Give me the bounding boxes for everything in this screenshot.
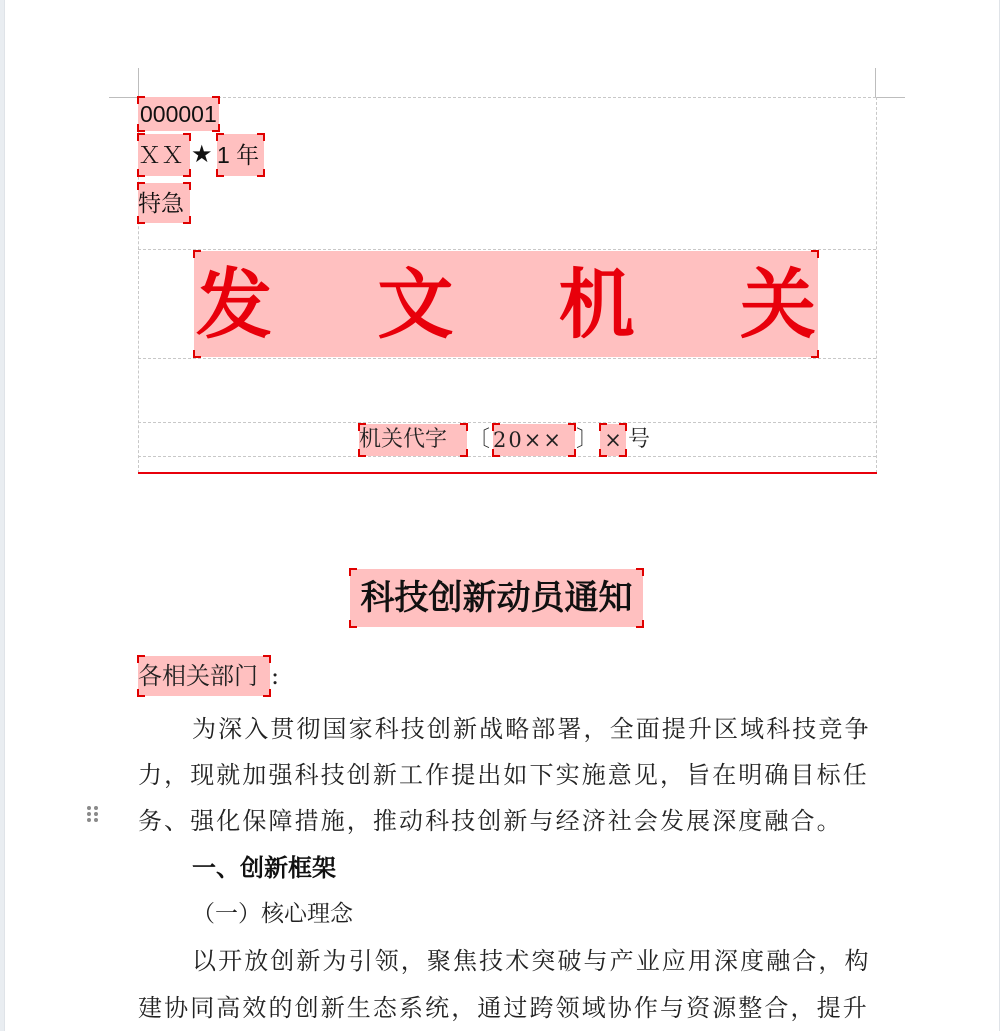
secrecy-level-text: ＸＸ (138, 142, 184, 168)
document-title: 科技创新动员通知 (360, 578, 633, 618)
issuer-char-4: 关 (739, 260, 816, 349)
doc-number-suffix: 号 (628, 427, 651, 452)
drag-handle-icon[interactable] (87, 806, 99, 826)
paragraph-1-line-1: 为深入贯彻国家科技创新战略部署，全面提升区域科技竞争 (192, 715, 871, 743)
margin-guide-right (876, 97, 877, 473)
doc-number-close-bracket: 〕 (576, 427, 599, 452)
table-grid-line (138, 358, 876, 359)
document-title-field[interactable] (350, 569, 643, 627)
margin-corner-top-right (875, 97, 905, 98)
issuer-char-1: 发 (196, 260, 272, 349)
margin-corner-left (138, 68, 139, 98)
recipient-text: 各相关部门 (138, 662, 258, 690)
secrecy-period-field[interactable] (217, 134, 264, 176)
document-page (4, 0, 1000, 1031)
margin-corner-top-left (109, 97, 139, 98)
urgency-text: 特急 (138, 190, 184, 216)
recipient-field[interactable] (138, 656, 270, 696)
doc-number-open-bracket: 〔 (468, 427, 491, 452)
doc-year-field[interactable] (493, 424, 575, 456)
table-grid-line (138, 456, 876, 457)
recipient-colon: : (271, 662, 280, 690)
copy-number-field[interactable] (138, 97, 219, 131)
urgency-field[interactable] (138, 183, 190, 223)
paragraph-1-line-3: 务、强化保障措施，推动科技创新与经济社会发展深度融合。 (138, 807, 843, 835)
issuer-char-2: 文 (377, 260, 454, 349)
paragraph-2-line-2: 建协同高效的创新生态系统，通过跨领域协作与资源整合，提升 (138, 994, 869, 1022)
copy-number-text: 000001 (140, 101, 217, 127)
secrecy-star: ★ (191, 141, 213, 168)
paragraph-2-line-1: 以开放创新为引领，聚焦技术突破与产业应用深度融合，构 (192, 947, 871, 975)
table-grid-line (138, 422, 876, 423)
subsection-heading-1: （一）核心理念 (192, 901, 353, 927)
agency-code-text: 机关代字 (359, 427, 448, 452)
agency-code-field[interactable] (359, 424, 467, 456)
secrecy-period-text: 1 年 (217, 142, 260, 168)
doc-year-text: 20×× (493, 428, 563, 452)
issuer-char-3: 机 (558, 260, 635, 349)
paragraph-1-line-2: 力，现就加强科技创新工作提出如下实施意见，旨在明确目标任 (138, 761, 869, 789)
section-heading-1: 一、创新框架 (192, 854, 336, 882)
margin-guide-top (138, 97, 876, 98)
margin-corner-right (875, 68, 876, 98)
issuing-agency-field[interactable] (194, 251, 818, 357)
red-separator-line (138, 472, 877, 474)
table-grid-line (138, 249, 876, 250)
secrecy-level-field[interactable] (138, 134, 190, 176)
doc-serial-text: × (604, 428, 622, 452)
doc-serial-field[interactable] (600, 424, 626, 456)
